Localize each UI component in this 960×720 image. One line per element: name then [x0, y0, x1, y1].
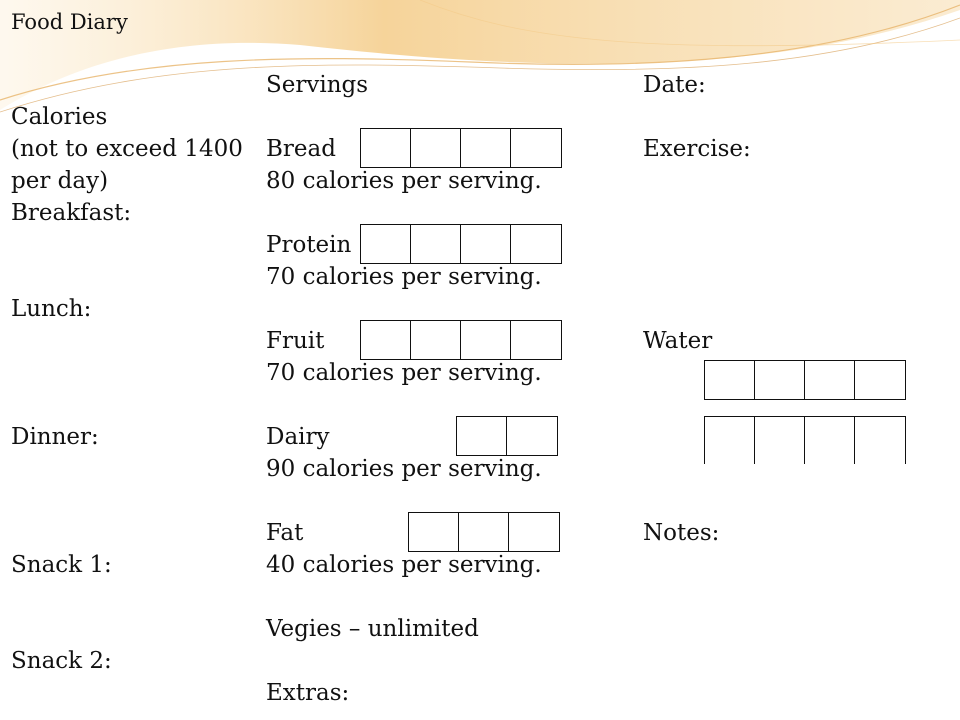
water-box[interactable]: [705, 361, 755, 399]
water-boxes-row-2: [704, 416, 906, 464]
bread-serving-box[interactable]: [461, 129, 511, 167]
bread-serving-box[interactable]: [411, 129, 461, 167]
water-box[interactable]: [805, 361, 855, 399]
water-box[interactable]: [855, 417, 905, 464]
calories-note-line2: per day): [11, 168, 109, 194]
servings-label: Servings: [266, 72, 369, 98]
bread-serving-box[interactable]: [361, 129, 411, 167]
water-label: Water: [643, 328, 713, 354]
dairy-serving-box[interactable]: [507, 417, 557, 455]
meal-lunch-label: Lunch:: [11, 296, 92, 322]
notes-label: Notes:: [643, 520, 720, 546]
fat-serving-box[interactable]: [409, 513, 459, 551]
water-boxes-row-1: [704, 360, 906, 400]
meal-snack1-label: Snack 1:: [11, 552, 112, 578]
water-box[interactable]: [705, 417, 755, 464]
bread-calories: 80 calories per serving.: [266, 168, 542, 194]
fat-serving-box[interactable]: [509, 513, 559, 551]
meal-snack2-label: Snack 2:: [11, 648, 112, 674]
dairy-calories: 90 calories per serving.: [266, 456, 542, 482]
protein-label: Protein: [266, 232, 352, 258]
dairy-label: Dairy: [266, 424, 330, 450]
fruit-serving-box[interactable]: [361, 321, 411, 359]
bread-serving-boxes: [360, 128, 562, 168]
meal-dinner-label: Dinner:: [11, 424, 99, 450]
calories-note-line1: (not to exceed 1400: [11, 136, 243, 162]
protein-calories: 70 calories per serving.: [266, 264, 542, 290]
fruit-calories: 70 calories per serving.: [266, 360, 542, 386]
protein-serving-box[interactable]: [511, 225, 561, 263]
fruit-label: Fruit: [266, 328, 325, 354]
dairy-serving-box[interactable]: [457, 417, 507, 455]
meal-breakfast-label: Breakfast:: [11, 200, 132, 226]
water-box[interactable]: [755, 361, 805, 399]
fat-calories: 40 calories per serving.: [266, 552, 542, 578]
bread-label: Bread: [266, 136, 336, 162]
slide-title: Food Diary: [11, 10, 128, 34]
protein-serving-box[interactable]: [411, 225, 461, 263]
bread-serving-box[interactable]: [511, 129, 561, 167]
water-box[interactable]: [805, 417, 855, 464]
fruit-serving-box[interactable]: [511, 321, 561, 359]
extras-label: Extras:: [266, 680, 350, 706]
water-box[interactable]: [855, 361, 905, 399]
date-label: Date:: [643, 72, 706, 98]
protein-serving-box[interactable]: [361, 225, 411, 263]
header-swoosh-decoration: [0, 0, 960, 140]
water-box[interactable]: [755, 417, 805, 464]
protein-serving-box[interactable]: [461, 225, 511, 263]
fruit-serving-boxes: [360, 320, 562, 360]
fat-serving-box[interactable]: [459, 513, 509, 551]
dairy-serving-boxes: [456, 416, 558, 456]
fat-serving-boxes: [408, 512, 560, 552]
fruit-serving-box[interactable]: [411, 321, 461, 359]
exercise-label: Exercise:: [643, 136, 751, 162]
fat-label: Fat: [266, 520, 304, 546]
protein-serving-boxes: [360, 224, 562, 264]
calories-label: Calories: [11, 104, 108, 130]
vegies-label: Vegies – unlimited: [266, 616, 479, 642]
fruit-serving-box[interactable]: [461, 321, 511, 359]
